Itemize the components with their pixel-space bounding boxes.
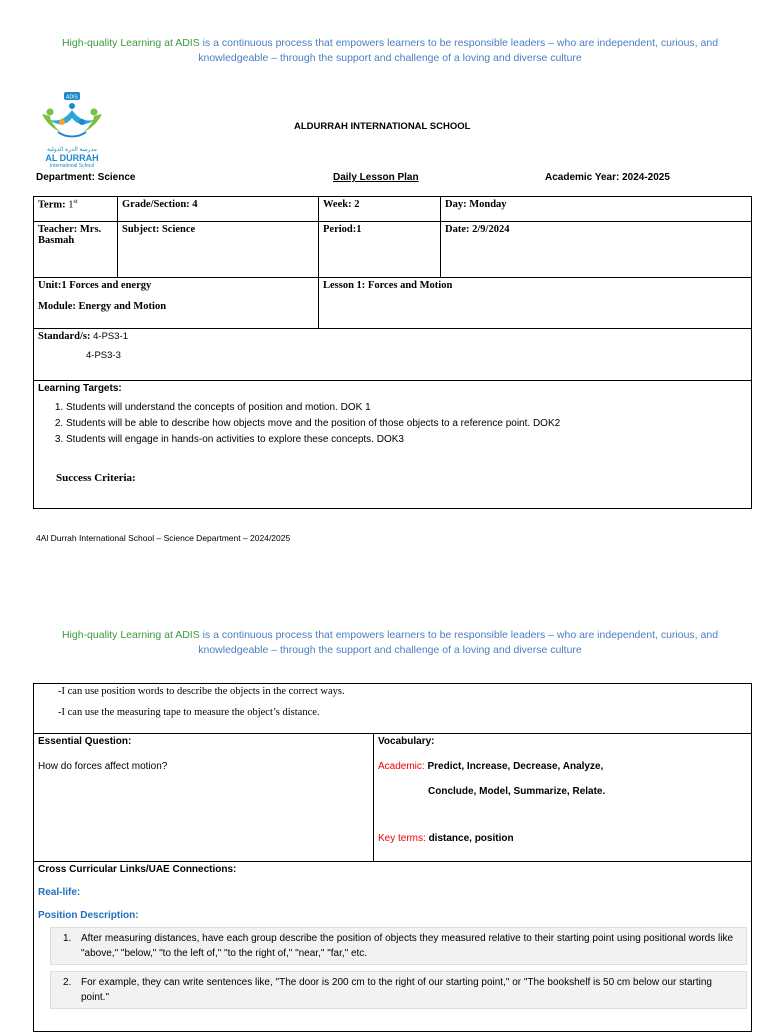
- target-item: 3. Students will engage in hands-on activities to explore these concepts. DOK3: [66, 432, 747, 448]
- day-cell: Day: Monday: [441, 197, 752, 222]
- tagline-text-2: knowledgeable – through the support and challenge of a loving and diverse culture: [198, 644, 582, 656]
- lesson-details-table: [33, 683, 752, 1032]
- logo-figures-icon: [36, 92, 108, 142]
- academic-line-2: Conclude, Model, Summarize, Relate.: [428, 786, 606, 797]
- position-description-label: Position Description:: [38, 910, 139, 921]
- term-cell: Term: 1st: [34, 197, 118, 222]
- module-label: Module: Energy and Motion: [38, 301, 167, 312]
- target-item: 2. Students will be able to describe how objects move and the position of those objects to a reference point. DOK2: [66, 416, 747, 432]
- eq-text: How do forces affect motion?: [38, 761, 168, 772]
- success-criteria-label: Success Criteria:: [56, 472, 136, 484]
- academic-year: Academic Year: 2024-2025: [545, 172, 670, 183]
- school-name: ALDURRAH INTERNATIONAL SCHOOL: [294, 121, 471, 132]
- lesson-cell: Lesson 1: Forces and Motion: [319, 278, 752, 329]
- cross-label: Cross Curricular Links/UAE Connections:: [38, 864, 237, 875]
- subject-cell: Subject: Science: [118, 222, 319, 278]
- criteria-2: -I can use the measuring tape to measure the object’s distance.: [58, 707, 320, 718]
- tagline-highlight: High-quality Learning at ADIS: [61, 629, 200, 641]
- standard-2: 4-PS3-3: [86, 350, 121, 361]
- list-item: 2. For example, they can write sentences like, "The door is 200 cm to the right of our starting point," or "The bookshelf is 50 cm below our starting point.": [50, 971, 747, 1009]
- standards-label: Standard/s:: [38, 331, 94, 342]
- standard-1: 4-PS3-1: [93, 331, 128, 342]
- standards-cell: [34, 329, 752, 381]
- vocab-label: Vocabulary:: [378, 736, 435, 747]
- week-cell: Week: 2: [319, 197, 441, 222]
- period-cell: Period:1: [319, 222, 441, 278]
- date-cell: Date: 2/9/2024: [441, 222, 752, 278]
- target-item: 1. Students will understand the concepts of position and motion. DOK 1: [66, 400, 747, 416]
- real-life-label: Real-life:: [38, 887, 81, 898]
- plan-type: Daily Lesson Plan: [333, 172, 419, 183]
- vocabulary-cell: [374, 734, 752, 862]
- tagline-text-2: knowledgeable – through the support and challenge of a loving and diverse culture: [198, 52, 582, 64]
- logo-brand: AL DURRAH: [45, 153, 99, 163]
- page-footer: 4Al Durrah International School – Science Department – 2024/2025: [36, 533, 291, 543]
- logo-sub: International School: [49, 163, 95, 169]
- essential-question-cell: [34, 734, 374, 862]
- key-terms: Key terms: distance, position: [378, 833, 514, 844]
- targets-label: Learning Targets:: [38, 383, 122, 394]
- criteria-cell: [34, 684, 752, 734]
- list-item: 1. After measuring distances, have each group describe the position of objects they measured relative to their starting point using positional words like "above," "below," "to the left of," "to the right of," "near," "far," etc.: [50, 927, 747, 965]
- tagline-text-1: is a continuous process that empowers learners to be responsible leaders – who are independent, curious, and: [199, 629, 719, 641]
- mission-tagline: [40, 36, 740, 66]
- teacher-cell: Teacher: Mrs. Basmah: [34, 222, 118, 278]
- school-logo: [36, 92, 108, 169]
- svg-text:ADIS: ADIS: [66, 94, 78, 101]
- academic-line-1: Academic: Predict, Increase, Decrease, Analyze,: [378, 761, 604, 772]
- activity-list: [50, 927, 747, 1009]
- grade-cell: Grade/Section: 4: [118, 197, 319, 222]
- department: Department: Science: [36, 172, 136, 183]
- criteria-1: -I can use position words to describe the objects in the correct ways.: [58, 686, 345, 697]
- targets-cell: [34, 381, 752, 509]
- tagline-text-1: is a continuous process that empowers learners to be responsible leaders – who are independent, curious, and: [199, 37, 719, 49]
- lesson-info-table: [33, 196, 752, 509]
- cross-curricular-cell: [34, 862, 752, 1032]
- tagline-highlight: High-quality Learning at ADIS: [61, 37, 200, 49]
- unit-cell: [34, 278, 319, 329]
- logo-arabic: مدرسة الدرة الدولية: [47, 147, 97, 153]
- unit-label: Unit:1 Forces and energy: [38, 280, 152, 291]
- eq-label: Essential Question:: [38, 736, 132, 747]
- targets-list: [38, 400, 747, 448]
- mission-tagline-2: [40, 628, 740, 658]
